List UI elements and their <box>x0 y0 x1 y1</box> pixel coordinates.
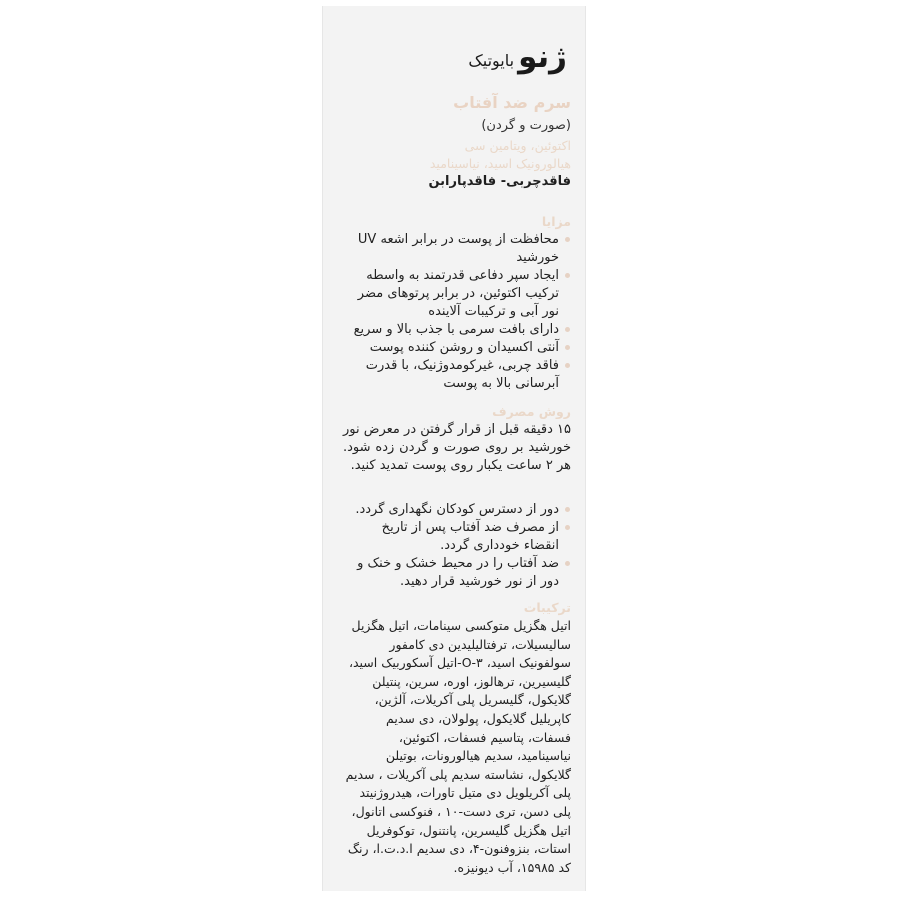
usage-title: روش مصرف <box>492 404 571 419</box>
ingredients-title: ترکیبات <box>523 600 571 615</box>
brand-logo <box>468 36 567 74</box>
ingredients-section <box>343 599 571 877</box>
bullet-dot-icon <box>565 363 570 368</box>
active-ingredients-line-2: هیالورونیک اسید، نیاسینامید <box>429 156 571 171</box>
active-ingredients-line-1: اکتوئین، ویتامین سی <box>464 138 571 153</box>
ingredients-text: اتیل هگزیل متوکسی سینامات، اتیل هگزیل سالیسیلات، ترفتالیلیدین دی کامفور سولفونیک اسید، ۳-O-اتیل آسکوربیک اسید، گلیسیرین، ترهالوز، اوره، سرین، پنتیلن گلایکول، گلیسریل پلی آکریلات، آلژین، کاپریلیل گلایکول، پولولان، دی سدیم فسفات، پتاسیم فسفات، اکتوئین، نیاسینامید، سدیم هیالورونات، بوتیلن گلایکول، نشاسته سدیم پلی آکریلات ، سدیم پلی آکریلویل دی متیل تاورات، هیدروژنیتد پلی دسن، تری دست-۱۰ ، فنوکسی اتانول، اتیل هگزیل گلیسرین، پانتنول، توکوفریل استات، بنزوفنون-۴، دی سدیم ا.د.ت.ا، رنگ کد ۱۵۹۸۵، آب دیونیزه. <box>345 618 571 875</box>
bullet-dot-icon <box>565 327 570 332</box>
benefits-section <box>343 213 571 393</box>
bullet-dot-icon <box>565 345 570 350</box>
benefit-item: دارای بافت سرمی با جذب بالا و سریع <box>343 321 571 339</box>
product-box-panel <box>322 6 586 891</box>
bullet-dot-icon <box>565 507 570 512</box>
active-ingredients <box>430 137 571 173</box>
warnings-section <box>343 501 571 591</box>
brand-name: ژنو <box>518 39 567 75</box>
benefit-item: فاقد چربی، غیرکومدوژنیک، با قدرت آبرسانی بالا به پوست <box>343 357 571 393</box>
usage-text: ۱۵ دقیقه قبل از قرار گرفتن در معرض نور خورشید بر روی صورت و گردن زده شود. هر ۲ ساعت یکبار روی پوست تمدید کنید. <box>343 422 571 473</box>
benefits-list <box>343 231 571 393</box>
benefit-item: آنتی اکسیدان و روشن کننده پوست <box>343 339 571 357</box>
warning-item: ضد آفتاب را در محیط خشک و خنک و دور از نور خورشید قرار دهید. <box>343 555 571 591</box>
usage-section <box>343 403 571 475</box>
product-title: سرم ضد آفتاب <box>453 93 571 112</box>
bullet-dot-icon <box>565 561 570 566</box>
warning-item: دور از دسترس کودکان نگهداری گردد. <box>343 501 571 519</box>
product-subtitle: (صورت و گردن) <box>481 118 571 133</box>
bullet-dot-icon <box>565 273 570 278</box>
warnings-list <box>343 501 571 591</box>
brand-subname: بایوتیک <box>468 51 515 70</box>
warning-item: از مصرف ضد آفتاب پس از تاریخ انقضاء خودداری گردد. <box>343 519 571 555</box>
benefits-title: مزایا <box>541 214 571 229</box>
bullet-dot-icon <box>565 237 570 242</box>
benefit-item: ایجاد سپر دفاعی قدرتمند به واسطه ترکیب اکتوئین، در برابر پرتوهای مضر نور آبی و ترکیبات آلاینده <box>343 267 571 321</box>
bullet-dot-icon <box>565 525 570 530</box>
benefit-item: محافظت از پوست در برابر اشعه UV خورشید <box>343 231 571 267</box>
free-of-label: فاقدچربی- فاقدپارابن <box>428 174 571 189</box>
